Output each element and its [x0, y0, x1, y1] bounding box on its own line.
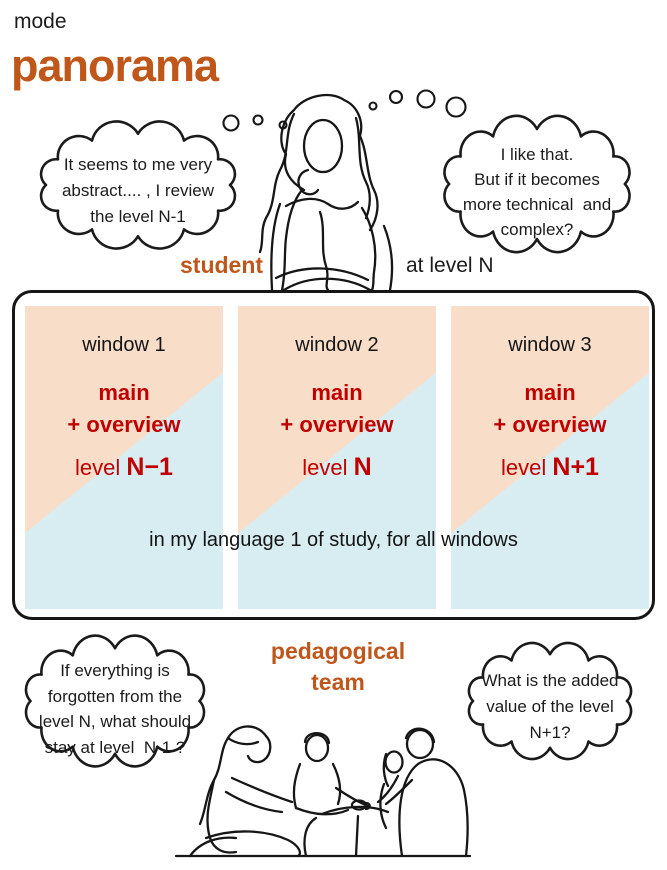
window-level: level N+1 [501, 453, 599, 481]
bubble-line: level N, what should [38, 712, 192, 731]
thought-trail-dots [224, 91, 466, 131]
window-level: level N−1 [75, 453, 173, 481]
window-main-label: main + overview [67, 380, 181, 437]
windows-panel [12, 290, 655, 620]
bubble-text [28, 116, 248, 260]
bubble-line: stay at level N-1 ? [44, 737, 186, 757]
bubble-line: What is the added [481, 671, 619, 690]
bubble-line: I like that. [500, 145, 574, 164]
window-main-label: main + overview [493, 380, 607, 437]
student-illustration [220, 78, 475, 290]
bubble-line: But if it becomes [474, 170, 600, 189]
at-level-label: at level N [406, 254, 494, 277]
bubble-line: forgotten from the [47, 686, 183, 706]
window-card-2 [238, 306, 436, 609]
bubble-line: value of the level [486, 697, 614, 716]
team-illustration [170, 692, 490, 860]
page-title: panorama [11, 40, 219, 91]
bubble-line: N+1? [529, 723, 571, 742]
bubble-line: If everything is [60, 661, 170, 680]
window-card-3 [451, 306, 649, 609]
student-label: student [180, 252, 264, 278]
bubble-line: abstract.... , I review [61, 181, 215, 200]
window-card-1 [25, 306, 223, 609]
mode-label: mode [14, 10, 67, 33]
bubble-line: more technical and [462, 195, 612, 214]
window-title: window 1 [82, 334, 166, 356]
team-label: pedagogical team [270, 638, 406, 695]
window-main-label: main + overview [280, 380, 394, 437]
bubble-line: complex? [500, 220, 574, 239]
panel-caption: in my language 1 of study, for all windows [149, 529, 518, 551]
bubble-line: the level N-1 [90, 207, 186, 226]
window-title: window 2 [295, 334, 379, 356]
thought-bubble-student-left [28, 116, 248, 254]
window-level: level N [302, 453, 372, 481]
bubble-line: It seems to me very [63, 155, 213, 174]
window-title: window 3 [508, 334, 592, 356]
